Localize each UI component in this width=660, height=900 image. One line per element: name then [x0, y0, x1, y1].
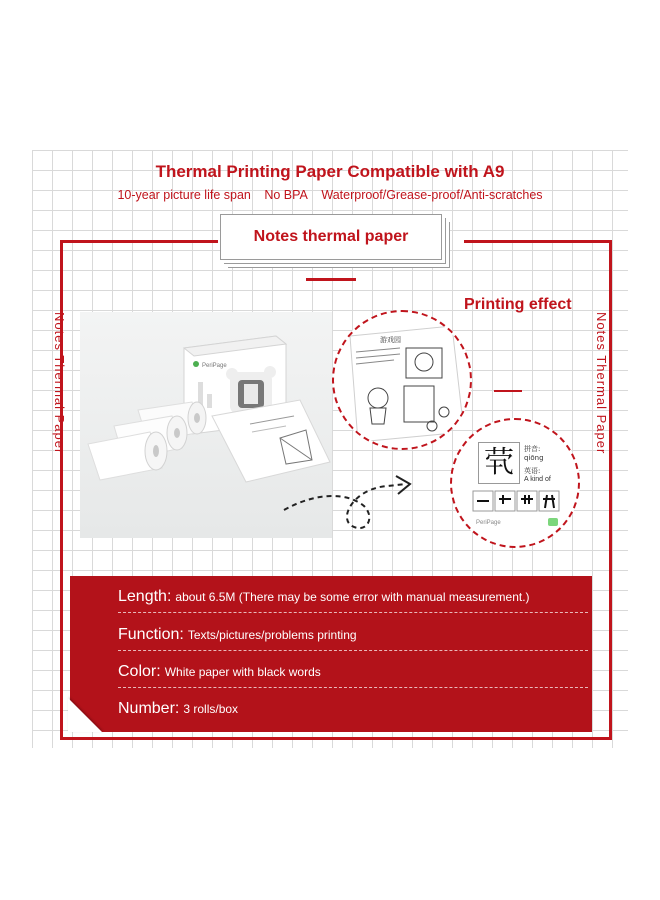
chinese-character: 茕	[478, 442, 520, 484]
english-label: 英语:	[524, 467, 541, 475]
spec-key: Color:	[118, 663, 161, 680]
frame-right	[609, 240, 612, 740]
spec-value: 3 rolls/box	[183, 702, 239, 716]
frame-top-right	[464, 240, 612, 243]
feature-no-bpa: No BPA	[264, 188, 308, 202]
pinyin-value: qiōng	[524, 454, 544, 462]
svg-text:PeriPage: PeriPage	[202, 363, 227, 369]
spec-row-color	[118, 663, 588, 688]
sample-worksheet-circle	[332, 310, 472, 450]
spec-row-function	[118, 626, 588, 651]
spec-value: about 6.5M (There may be some error with manual measurement.)	[175, 590, 530, 604]
stroke-order-grid	[472, 490, 562, 512]
frame-bottom	[60, 737, 612, 740]
worksheet-print-image	[334, 312, 470, 448]
svg-text:游戏园: 游戏园	[380, 336, 401, 344]
specifications-panel	[70, 576, 592, 732]
spec-row-number	[118, 700, 588, 724]
pinyin-label: 拼音:	[524, 445, 541, 453]
side-label-right: Notes Thermal Paper	[594, 312, 609, 455]
feature-list	[32, 188, 628, 202]
english-value: A kind of	[524, 476, 551, 483]
feature-life-span: 10-year picture life span	[117, 188, 251, 202]
feature-waterproof: Waterproof/Grease-proof/Anti-scratches	[321, 188, 543, 202]
page-fold-corner	[68, 698, 102, 732]
spec-key: Length:	[118, 588, 172, 605]
bear-logo-icon	[548, 518, 558, 526]
effect-underline	[494, 390, 522, 392]
spec-value: Texts/pictures/problems printing	[187, 628, 357, 642]
spec-key: Function:	[118, 626, 184, 643]
grid-background	[32, 150, 628, 748]
side-label-left: Notes Thermal Paper	[52, 312, 67, 455]
frame-top-left	[60, 240, 218, 243]
spec-key: Number:	[118, 700, 180, 717]
spec-row-length	[118, 588, 588, 613]
dashed-arrow-icon	[280, 470, 430, 540]
sample-brand-label: PeriPage	[476, 520, 501, 526]
notes-paper-label: Notes thermal paper	[220, 214, 442, 260]
spec-value: White paper with black words	[164, 665, 321, 679]
page-title: Thermal Printing Paper Compatible with A9	[155, 162, 505, 181]
label-underline	[306, 278, 356, 281]
sample-character-circle	[450, 418, 580, 548]
printing-effect-heading: Printing effect	[464, 296, 572, 313]
